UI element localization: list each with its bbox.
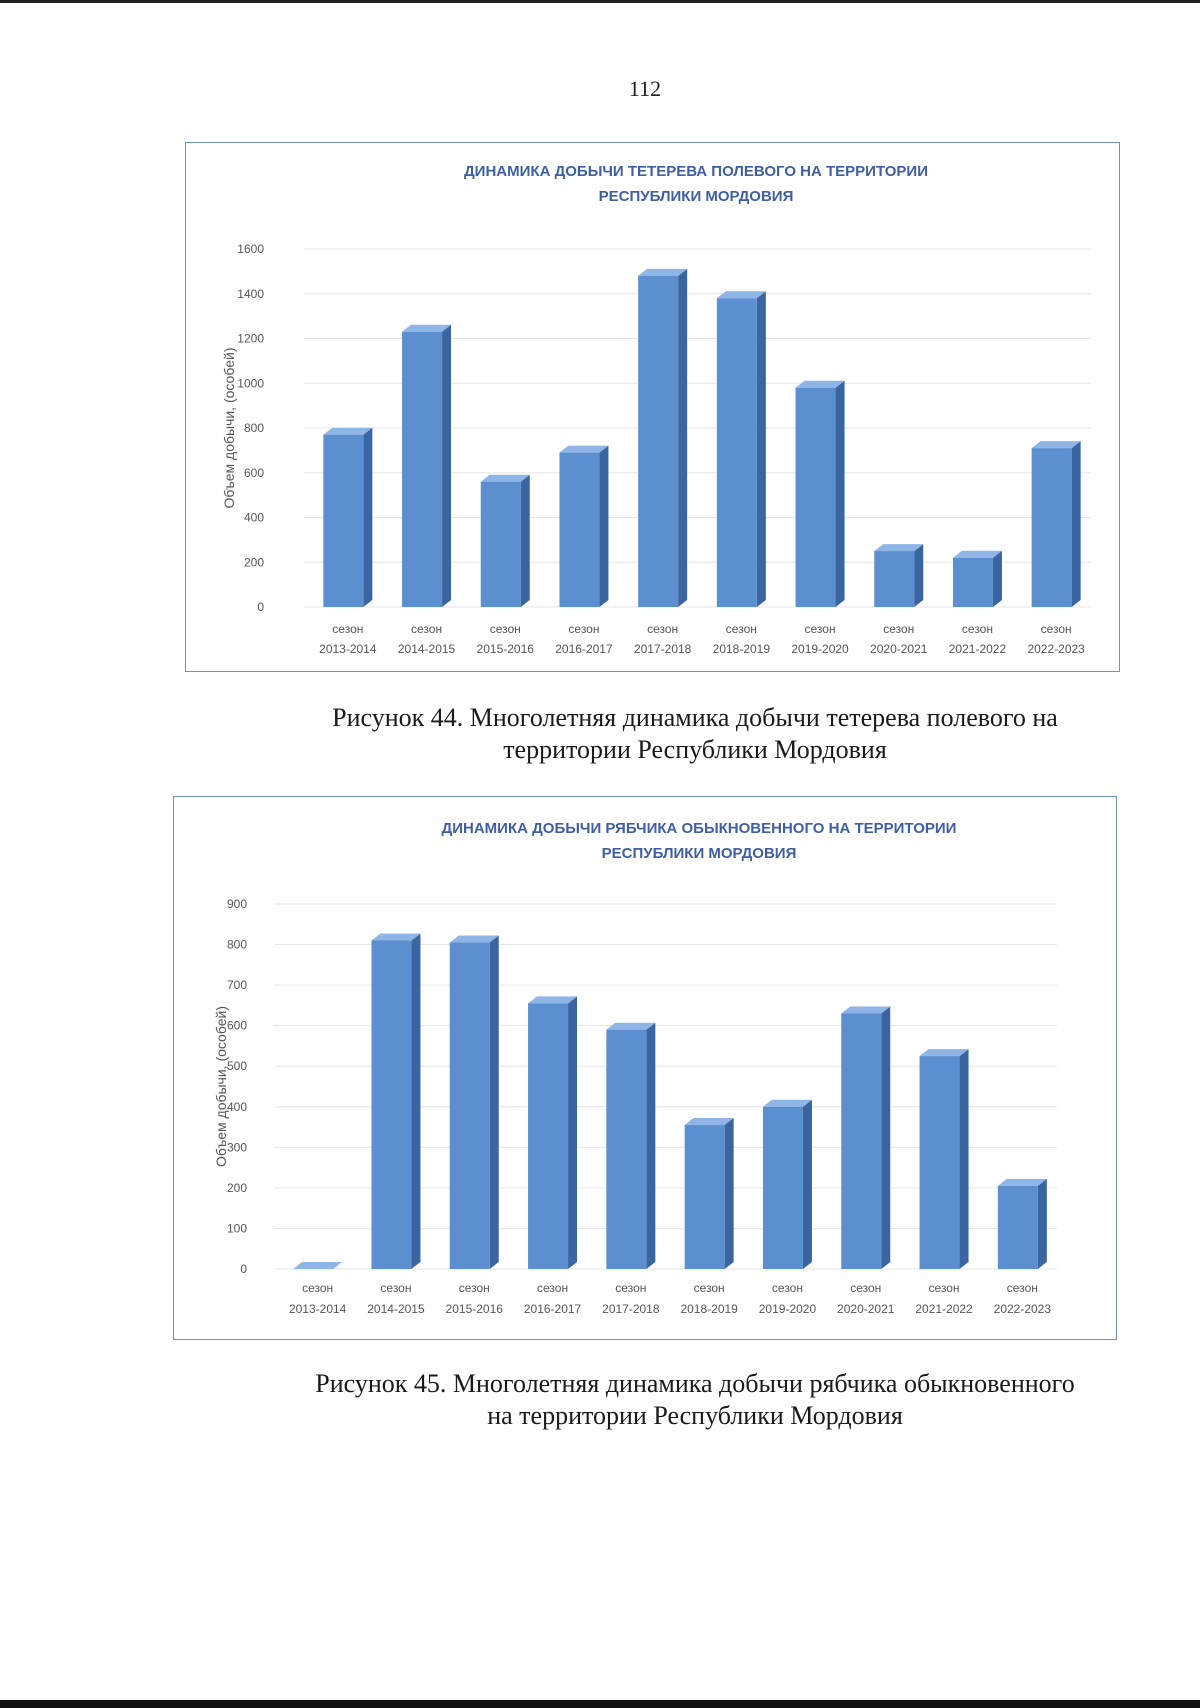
x-tick-label: сезон: [804, 622, 836, 636]
x-tick-label: 2016-2017: [523, 1302, 582, 1316]
bar-side: [363, 428, 372, 607]
x-tick-label: сезон: [928, 1281, 960, 1295]
bar-side: [1072, 441, 1081, 607]
bar: [953, 551, 1002, 607]
y-axis-label: Объем добычи, (особей): [213, 1006, 229, 1167]
bar-side: [803, 1100, 812, 1269]
chart-dynamics-hazel-grouse: [173, 796, 1117, 1340]
bar-front: [371, 941, 411, 1270]
y-tick-label: 1600: [237, 242, 264, 256]
x-tick-label: 2018-2019: [712, 642, 771, 656]
bar: [638, 269, 687, 607]
bar-side: [599, 446, 608, 607]
bar-front: [528, 1003, 568, 1269]
x-tick-label: 2022-2023: [1027, 642, 1085, 656]
scan-bottom-edge: [0, 1700, 1200, 1708]
bar: [796, 381, 845, 607]
x-tick-label: сезон: [725, 622, 757, 636]
x-tick-label: 2019-2020: [791, 642, 849, 656]
bar-front: [796, 388, 836, 607]
bar-side: [993, 551, 1002, 607]
bar-side: [678, 269, 687, 607]
y-tick-label: 200: [243, 555, 264, 570]
bar: [763, 1100, 812, 1269]
bar-front: [450, 943, 490, 1269]
y-tick-label: 1000: [237, 376, 264, 391]
bar: [685, 1118, 734, 1269]
bar-side: [568, 996, 577, 1269]
bar-front: [953, 558, 993, 607]
figure-caption: [150, 1368, 1150, 1432]
bar-front: [481, 482, 521, 607]
chart-title: ДИНАМИКА ДОБЫЧИ ТЕТЕРЕВА ПОЛЕВОГО НА ТЕРРИТОРИИ: [464, 163, 928, 180]
x-tick-label: 2019-2020: [758, 1302, 817, 1316]
bar: [371, 934, 420, 1270]
x-tick-label: сезон: [771, 1281, 803, 1295]
bar-side: [836, 381, 845, 607]
bar: [998, 1179, 1047, 1269]
x-tick-label: 2021-2022: [948, 642, 1007, 656]
x-tick-label: 2015-2016: [445, 1302, 503, 1316]
y-tick-label: 1400: [237, 286, 264, 301]
x-tick-label: сезон: [380, 1281, 412, 1295]
x-tick-label: сезон: [332, 622, 364, 636]
x-tick-label: 2017-2018: [602, 1302, 660, 1316]
x-tick-label: сезон: [411, 622, 443, 636]
bar-side: [914, 544, 923, 607]
x-tick-label: сезон: [489, 622, 521, 636]
x-tick-label: 2021-2022: [915, 1302, 973, 1316]
x-tick-label: сезон: [693, 1281, 725, 1295]
bar-front: [402, 332, 442, 607]
bar-front: [559, 453, 599, 607]
x-tick-label: сезон: [850, 1281, 882, 1295]
x-tick-label: сезон: [537, 1281, 569, 1295]
bar-front: [998, 1186, 1038, 1269]
bar-front: [685, 1125, 725, 1269]
bar-side: [646, 1023, 655, 1269]
x-tick-label: сезон: [647, 622, 679, 636]
bar-front: [841, 1014, 881, 1270]
bar: [402, 325, 451, 607]
chart-dynamics-black-grouse: [185, 142, 1120, 672]
bar-front: [606, 1030, 646, 1269]
bar: [528, 996, 577, 1269]
bar-side: [521, 475, 530, 607]
x-tick-label: сезон: [883, 622, 915, 636]
bar: [920, 1049, 969, 1269]
bar-side: [757, 291, 766, 607]
bar-front: [763, 1107, 803, 1269]
y-tick-label: 200: [226, 1180, 247, 1195]
bar-side: [725, 1118, 734, 1269]
chart-title: РЕСПУБЛИКИ МОРДОВИЯ: [601, 845, 797, 862]
bar-side: [490, 936, 499, 1269]
y-tick-label: 0: [257, 600, 264, 614]
x-tick-label: сезон: [1040, 622, 1072, 636]
bar: [841, 1007, 890, 1270]
bar: [606, 1023, 655, 1269]
bar-side: [442, 325, 451, 607]
y-tick-label: 900: [226, 897, 247, 911]
bar: [717, 291, 766, 607]
bar: [1032, 441, 1081, 607]
caption-line: территории Республики Мордовия: [503, 735, 887, 764]
x-tick-label: 2013-2014: [319, 642, 377, 656]
scan-top-edge: [0, 0, 1200, 3]
chart-title: ДИНАМИКА ДОБЫЧИ РЯБЧИКА ОБЫКНОВЕННОГО НА ТЕРРИТОРИИ: [441, 820, 957, 837]
x-tick-label: 2014-2015: [397, 642, 456, 656]
bar: [293, 1262, 342, 1269]
y-tick-label: 500: [226, 1059, 247, 1074]
x-tick-label: 2014-2015: [367, 1302, 425, 1316]
bar-side: [960, 1049, 969, 1269]
bar-front: [638, 276, 678, 607]
y-tick-label: 600: [226, 1018, 247, 1033]
bar: [874, 544, 923, 607]
x-tick-label: 2022-2023: [993, 1302, 1052, 1316]
caption-line: Рисунок 45. Многолетняя динамика добычи рябчика обыкновенного: [315, 1369, 1075, 1398]
bar: [450, 936, 499, 1269]
caption-line: Рисунок 44. Многолетняя динамика добычи тетерева полевого на: [332, 703, 1058, 732]
bar: [559, 446, 608, 607]
bar-side: [411, 934, 420, 1270]
y-tick-label: 100: [226, 1221, 247, 1236]
y-tick-label: 800: [226, 937, 247, 952]
y-tick-label: 700: [226, 978, 247, 993]
x-tick-label: сезон: [568, 622, 600, 636]
x-tick-label: 2018-2019: [680, 1302, 738, 1316]
x-tick-label: сезон: [458, 1281, 490, 1295]
bar-front: [920, 1056, 960, 1269]
bar-side: [881, 1007, 890, 1270]
bar-front: [717, 298, 757, 607]
x-tick-label: сезон: [1006, 1281, 1038, 1295]
bar-front: [1032, 448, 1072, 607]
y-tick-label: 800: [243, 421, 264, 435]
y-tick-label: 0: [240, 1262, 247, 1276]
x-tick-label: 2016-2017: [555, 642, 613, 656]
figure-caption: [150, 702, 1150, 766]
y-tick-label: 400: [243, 510, 264, 525]
x-tick-label: 2020-2021: [837, 1302, 895, 1316]
y-tick-label: 400: [226, 1099, 247, 1114]
y-tick-label: 1200: [237, 331, 264, 346]
chart-title: РЕСПУБЛИКИ МОРДОВИЯ: [598, 188, 794, 205]
x-tick-label: сезон: [302, 1281, 334, 1295]
x-tick-label: сезон: [615, 1281, 647, 1295]
y-tick-label: 300: [226, 1140, 247, 1155]
bar-side: [1038, 1179, 1047, 1269]
bar-front: [874, 551, 914, 607]
caption-line: на территории Республики Мордовия: [487, 1401, 903, 1430]
chart-svg: [174, 797, 1116, 1339]
bar: [323, 428, 372, 607]
bar-top: [293, 1262, 342, 1269]
page-number: 112: [628, 76, 662, 101]
x-tick-label: сезон: [961, 622, 993, 636]
x-tick-label: 2015-2016: [476, 642, 534, 656]
chart-svg: [186, 143, 1119, 671]
y-axis-label: Объем добычи, (особей): [221, 347, 237, 509]
y-tick-label: 600: [243, 465, 264, 480]
bar: [481, 475, 530, 607]
x-tick-label: 2020-2021: [870, 642, 928, 656]
x-tick-label: 2013-2014: [288, 1302, 347, 1316]
x-tick-label: 2017-2018: [633, 642, 692, 656]
bar-front: [323, 435, 363, 607]
